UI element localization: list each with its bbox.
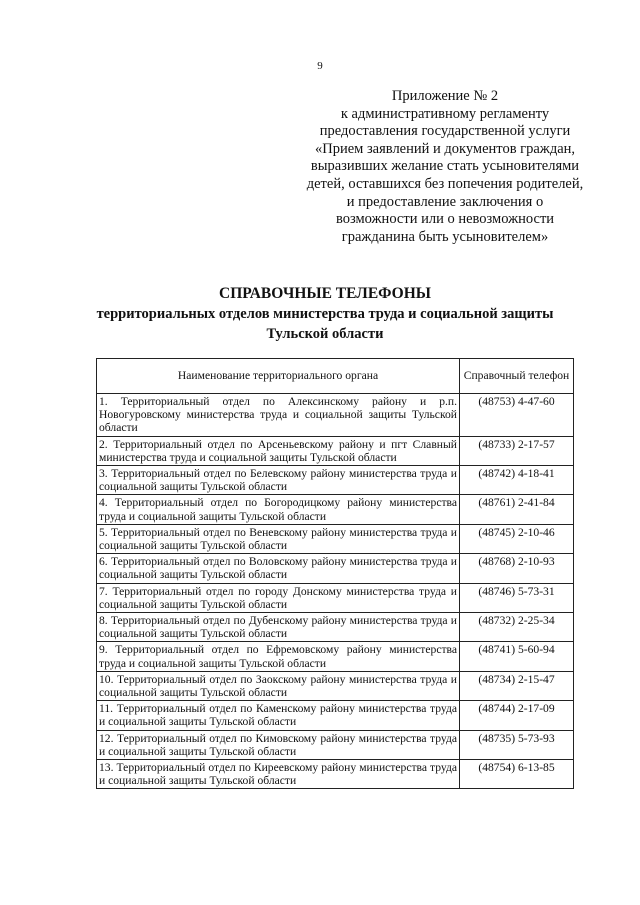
phone-cell: (48745) 2-10-46 [460, 524, 574, 553]
phone-cell: (48732) 2-25-34 [460, 613, 574, 642]
appendix-line: «Прием заявлений и документов граждан, [314, 140, 576, 157]
table-row [97, 760, 574, 789]
table-row [97, 394, 574, 437]
office-name-cell: 5. Территориальный отдел по Веневскому району министерства труда и социальной защиты Тульской области [97, 524, 460, 553]
column-header-name: Наименование территориального органа [97, 359, 460, 394]
phone-cell: (48741) 5-60-94 [460, 642, 574, 671]
table-row [97, 730, 574, 759]
phone-cell: (48734) 2-15-47 [460, 671, 574, 700]
phone-cell: (48753) 4-47-60 [460, 394, 574, 437]
office-name-cell: 2. Территориальный отдел по Арсеньевскому району и пгт Славный министерства труда и социальной защиты Тульской области [97, 436, 460, 465]
phones-table [96, 358, 574, 789]
appendix-line: и предоставление заключения о [346, 193, 544, 210]
table-row [97, 524, 574, 553]
document-subtitle-line: Тульской области [266, 326, 384, 342]
phone-cell: (48768) 2-10-93 [460, 554, 574, 583]
office-name-cell: 3. Территориальный отдел по Белевскому району министерства труда и социальной защиты Тульской области [97, 466, 460, 495]
office-name-cell: 4. Территориальный отдел по Богородицкому району министерства труда и социальной защиты Тульской области [97, 495, 460, 524]
appendix-line: детей, оставшихся без попечения родителей, [306, 175, 584, 192]
appendix-line: гражданина быть усыновителем» [341, 228, 549, 245]
phone-cell: (48761) 2-41-84 [460, 495, 574, 524]
office-name-cell: 8. Территориальный отдел по Дубенскому району министерства труда и социальной защиты Тульской области [97, 613, 460, 642]
table-row [97, 671, 574, 700]
table-row [97, 495, 574, 524]
table-row [97, 642, 574, 671]
appendix-line: выразивших желание стать усыновителями [310, 158, 580, 175]
document-subtitle-line: территориальных отделов министерства труда и социальной защиты [96, 306, 554, 322]
office-name-cell: 7. Территориальный отдел по городу Донскому министерства труда и социальной защиты Тульской области [97, 583, 460, 612]
office-name-cell: 6. Территориальный отдел по Воловскому району министерства труда и социальной защиты Тульской области [97, 554, 460, 583]
document-heading [60, 284, 590, 344]
column-header-phone: Справочный телефон [460, 359, 574, 394]
table-row [97, 701, 574, 730]
appendix-line: предоставления государственной услуги [319, 123, 571, 140]
table-row [97, 554, 574, 583]
office-name-cell: 1. Территориальный отдел по Алексинскому району и р.п. Новогуровскому министерства труда и социальной защиты Тульской области [97, 394, 460, 437]
table-row [97, 613, 574, 642]
appendix-line: возможности или о невозможности [335, 211, 555, 228]
phone-cell: (48746) 5-73-31 [460, 583, 574, 612]
office-name-cell: 9. Территориальный отдел по Ефремовскому району министерства труда и социальной защиты Тульской области [97, 642, 460, 671]
table-header-row [97, 359, 574, 394]
page-number: 9 [317, 60, 323, 72]
table-row [97, 583, 574, 612]
office-name-cell: 13. Территориальный отдел по Киреевскому району министерства труда и социальной защиты Тульской области [97, 760, 460, 789]
office-name-cell: 12. Территориальный отдел по Кимовскому району министерства труда и социальной защиты Тульской области [97, 730, 460, 759]
phone-cell: (48735) 5-73-93 [460, 730, 574, 759]
appendix-block [300, 88, 590, 246]
phone-cell: (48733) 2-17-57 [460, 436, 574, 465]
office-name-cell: 11. Территориальный отдел по Каменскому району министерства труда и социальной защиты Тульской области [97, 701, 460, 730]
table-row [97, 436, 574, 465]
phone-cell: (48744) 2-17-09 [460, 701, 574, 730]
phone-cell: (48742) 4-18-41 [460, 466, 574, 495]
phone-cell: (48754) 6-13-85 [460, 760, 574, 789]
appendix-line: Приложение № 2 [391, 88, 499, 104]
table-row [97, 466, 574, 495]
office-name-cell: 10. Территориальный отдел по Заокскому району министерства труда и социальной защиты Тульской области [97, 671, 460, 700]
appendix-line: к административному регламенту [340, 105, 550, 122]
document-title: СПРАВОЧНЫЕ ТЕЛЕФОНЫ [219, 285, 431, 302]
